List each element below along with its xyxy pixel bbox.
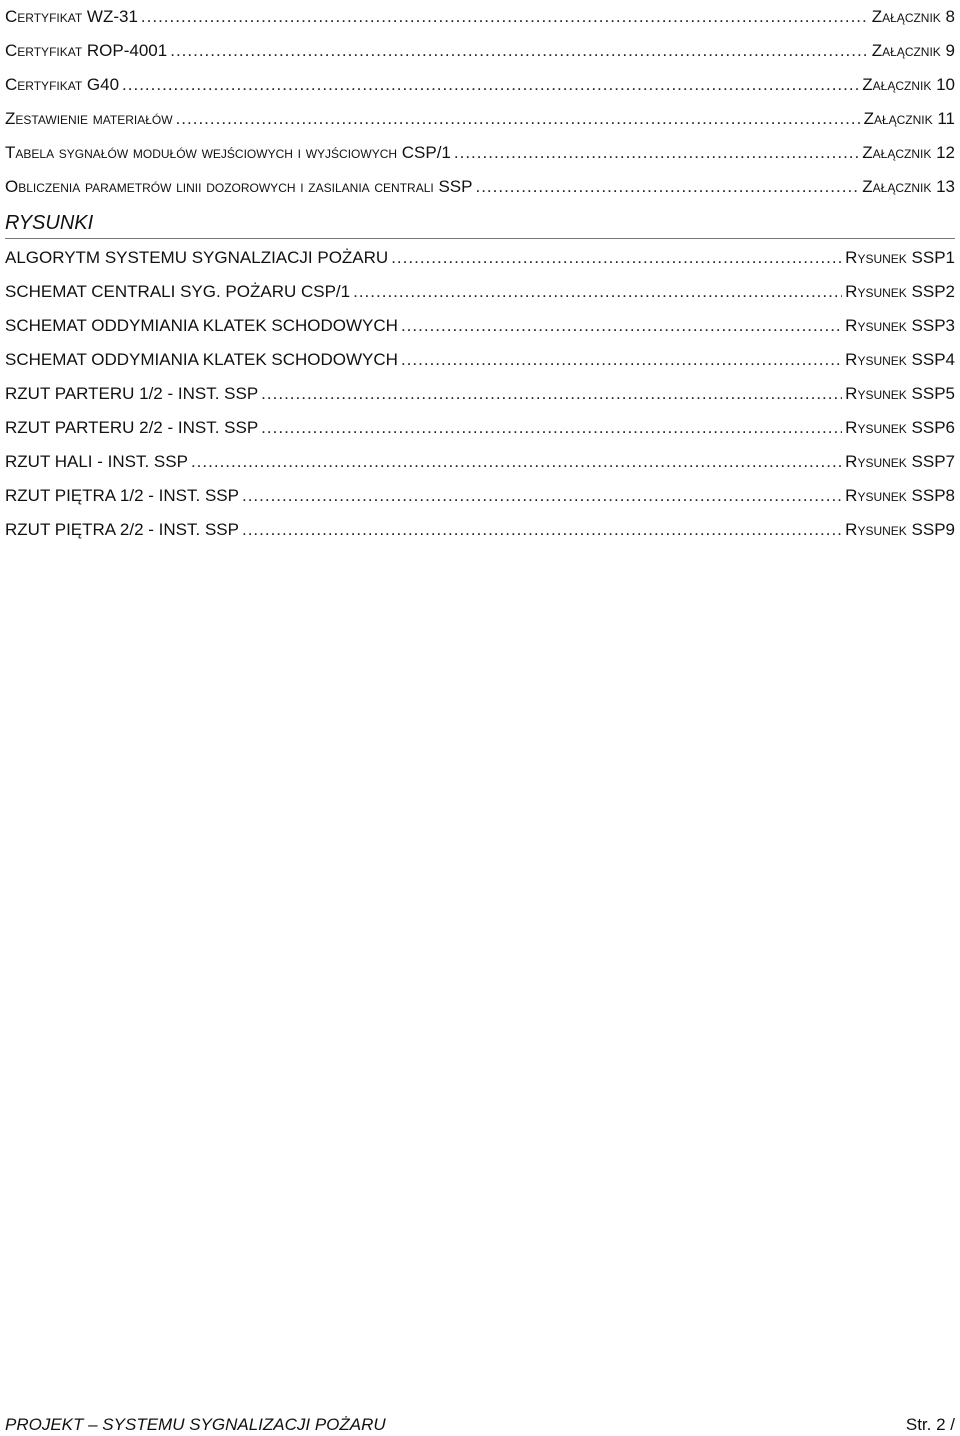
toc-entry-title: ALGORYTM SYSTEMU SYGNALZIACJI POŻARU [5,248,389,267]
toc-entry-title: SCHEMAT ODDYMIANIA KLATEK SCHODOWYCH [5,316,398,335]
toc-entry-title: Obliczenia parametrów linii dozorowych i zasilania centrali SSP [5,177,473,196]
toc-entry-drawing-ssp3[interactable] [5,309,955,343]
leader-dots [401,309,842,343]
leader-dots [242,513,842,547]
toc-entry-drawing-ssp7[interactable] [5,445,955,479]
toc-entry-title: SCHEMAT ODDYMIANIA KLATEK SCHODOWYCH [5,350,398,369]
leader-dots [242,479,842,513]
toc-entry-drawing-ssp4[interactable] [5,343,955,377]
toc-entry-annex-9[interactable] [5,34,955,68]
toc-entry-ref: Rysunek SSP6 [845,418,955,437]
leader-dots [454,136,859,170]
table-of-contents [5,0,955,547]
toc-entry-title: RZUT PIĘTRA 1/2 - INST. SSP [5,486,239,505]
toc-entry-drawing-ssp1[interactable] [5,241,955,275]
toc-entry-ref: Załącznik 12 [862,143,955,162]
toc-entry-drawing-ssp6[interactable] [5,411,955,445]
leader-dots [176,102,861,136]
toc-entry-drawing-ssp8[interactable] [5,479,955,513]
toc-entry-annex-10[interactable] [5,68,955,102]
toc-entry-ref: Rysunek SSP9 [845,520,955,539]
toc-entry-annex-11[interactable] [5,102,955,136]
toc-entry-annex-13[interactable] [5,170,955,204]
toc-entry-drawing-ssp9[interactable] [5,513,955,547]
leader-dots [475,170,859,204]
leader-dots [170,34,869,68]
toc-entry-ref: Rysunek SSP1 [845,248,955,267]
toc-entry-ref: Załącznik 8 [871,7,955,26]
toc-entry-drawing-ssp2[interactable] [5,275,955,309]
toc-entry-title: Zestawienie materiałów [5,109,173,128]
toc-entry-ref: Rysunek SSP5 [845,384,955,403]
leader-dots [141,0,869,34]
toc-entry-drawing-ssp5[interactable] [5,377,955,411]
toc-entry-title: Certyfikat ROP-4001 [5,41,168,60]
toc-entry-ref: Rysunek SSP8 [845,486,955,505]
leader-dots [391,241,842,275]
toc-entry-title: Certyfikat G40 [5,75,120,94]
leader-dots [261,411,842,445]
leader-dots [401,343,842,377]
toc-entry-ref: Rysunek SSP4 [845,350,955,369]
leader-dots [261,377,842,411]
leader-dots [122,68,859,102]
toc-entry-title: RZUT HALI - INST. SSP [5,452,188,471]
leader-dots [191,445,842,479]
toc-entry-ref: Załącznik 13 [862,177,955,196]
toc-entry-annex-8[interactable] [5,0,955,34]
toc-entry-title: Tabela sygnałów modułów wejściowych i wyjściowych CSP/1 [5,143,451,162]
toc-entry-title: RZUT PIĘTRA 2/2 - INST. SSP [5,520,239,539]
toc-entry-annex-12[interactable] [5,136,955,170]
page-footer [5,1415,955,1435]
drawings-section-heading: RYSUNKI [5,208,955,239]
toc-entry-ref: Rysunek SSP2 [845,282,955,301]
footer-project-title: PROJEKT – SYSTEMU SYGNALIZACJI POŻARU [5,1415,386,1434]
toc-entry-title: SCHEMAT CENTRALI SYG. POŻARU CSP/1 [5,282,351,301]
toc-entry-ref: Załącznik 11 [863,109,955,128]
leader-dots [353,275,842,309]
toc-entry-title: RZUT PARTERU 2/2 - INST. SSP [5,418,259,437]
toc-entry-ref: Załącznik 10 [862,75,955,94]
footer-page-number: Str. 2 / [905,1415,955,1434]
toc-entry-ref: Rysunek SSP3 [845,316,955,335]
toc-entry-title: RZUT PARTERU 1/2 - INST. SSP [5,384,259,403]
toc-entry-title: Certyfikat WZ-31 [5,7,138,26]
toc-entry-ref: Załącznik 9 [871,41,955,60]
toc-entry-ref: Rysunek SSP7 [845,452,955,471]
